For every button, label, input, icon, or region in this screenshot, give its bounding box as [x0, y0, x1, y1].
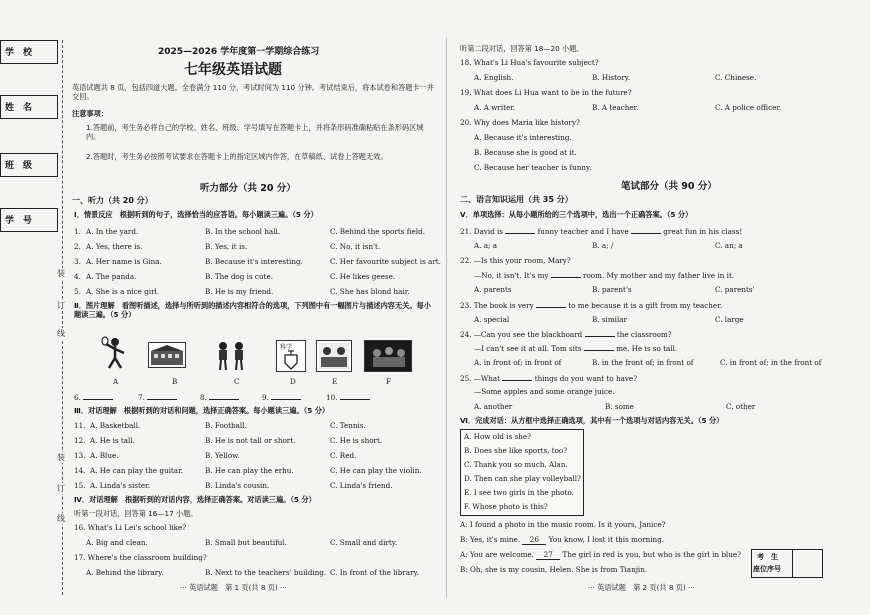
question-number: 13. — [74, 451, 86, 460]
exam-title: 七年级英语试题 — [184, 62, 282, 78]
binding-line — [62, 40, 63, 595]
seat-number-divider — [792, 549, 793, 577]
dialog2-instruction: 听第二段对话，回答第 18—20 小题。 — [460, 44, 584, 53]
question-number: 15. — [74, 481, 86, 490]
picture-f-band — [364, 340, 412, 372]
option-b: B. He is not tall or short. — [205, 436, 296, 445]
seal-char: 装 — [57, 453, 65, 462]
picture-label-f: F — [386, 377, 391, 386]
student-id-label: 学 号 — [5, 216, 33, 226]
option-c: C. He likes geese. — [330, 272, 396, 281]
option-c: C. Small and dirty. — [330, 538, 398, 547]
intro-text: 英语试题共 8 页，包括四道大题。全卷满分 110 分，考试时间为 110 分钟。考试结束后，将本试卷和答题卡一并交回。 — [72, 83, 434, 101]
option-b: B. some — [605, 402, 634, 411]
option-c: C. Because her teacher is funny. — [474, 163, 592, 172]
answer-blank-6[interactable]: 6. — [74, 392, 113, 402]
option-c: C. Chinese. — [715, 73, 757, 82]
notice-1: 1.答题前，考生务必将自己的学校、姓名、班级、学号填写在答题卡上，并将条形码准确粘贴在条形码区域内。 — [86, 123, 424, 141]
question-23: 23. The book is very to me because it is a gift from my teacher. — [460, 301, 723, 310]
option-c: C. In front of the library. — [330, 568, 419, 577]
conversation-line-4: B: Oh, she is my cousin, Helen. She is from Tianjin. — [460, 565, 648, 574]
option-c: C. Behind the sports field. — [330, 227, 425, 236]
option-a: A. Linda's sister. — [90, 481, 151, 490]
option-a: A. Behind the library. — [86, 568, 164, 577]
question-number: 3. — [74, 257, 81, 266]
answer-blank-8[interactable]: 8. — [200, 392, 239, 402]
question-20: 20. Why does Maria like history? — [460, 118, 580, 127]
question-18: 18. What's Li Hua's favourite subject? — [460, 58, 599, 67]
notice-2: 2.答题时，考生务必按照考试要求在答题卡上的指定区域内作答，在草稿纸、试卷上答题无效。 — [86, 152, 388, 161]
option-b: B. Yellow. — [205, 451, 240, 460]
option-b: B. Because it's interesting. — [205, 257, 303, 266]
question-number: 11. — [74, 421, 86, 430]
picture-label-a: A — [113, 377, 119, 386]
seal-char: 线 — [57, 329, 65, 338]
option-a: A. English. — [474, 73, 514, 82]
name-label: 姓 名 — [5, 103, 33, 113]
question-22: 22. —Is this your room, Mary? — [460, 256, 571, 265]
picture-d-science-sign — [276, 340, 306, 372]
option-b: B. In the school hall. — [205, 227, 281, 236]
option-c: C. in front of; in the front of — [720, 358, 822, 367]
section6-title: Ⅵ．完成对话：从方框中选择正确选项，其中有一个选项与对话内容无关。（5 分） — [460, 416, 724, 425]
option-b: B. Football. — [205, 421, 247, 430]
question-19: 19. What does Li Hua want to be in the future? — [460, 88, 632, 97]
option-b: B. Because she is good at it. — [474, 148, 577, 157]
question-24-reply: —I can't see it at all. Tom sits me. He is so tall. — [474, 344, 678, 353]
option-c: C. Red. — [330, 451, 357, 460]
section3-title: Ⅲ．对话理解 根据听到的对话和问题，选择正确答案。每小题读三遍。（5 分） — [74, 406, 330, 415]
option-a: A. He is tall. — [90, 436, 135, 445]
option-c: C. other — [726, 402, 756, 411]
dialog1-instruction: 听第一段对话，回答第 16—17 小题。 — [74, 509, 198, 518]
conversation-line-3: A: You are welcome. 27 The girl in red is you, but who is the girl in blue? — [460, 550, 741, 559]
seal-char: 订 — [57, 484, 65, 493]
option-a: A. special — [474, 315, 510, 324]
page1-footer: ··· 英语试题 第 1 页(共 8 页) ··· — [180, 583, 287, 592]
conversation-line-2: B: Yes, it's mine. 26 You know, I lost it this morning. — [460, 535, 665, 544]
question-25: 25. —What things do you want to have? — [460, 374, 638, 383]
option-c: C. Her favourite subject is art. — [330, 257, 441, 266]
option-b: B. A teacher. — [592, 103, 639, 112]
option-a: A. Big and clean. — [86, 538, 148, 547]
option-c: C. No, it isn't. — [330, 242, 381, 251]
section2-title: Ⅱ．图片理解 看图听描述，选择与所听到的描述内容相符合的选项，下列图中有一幅图片与描述内容无关。每小题读三遍。（5 分） — [74, 301, 431, 319]
school-label: 学 校 — [5, 48, 33, 58]
option-a: A. In the yard. — [86, 227, 139, 236]
seat-label-1: 考 生 — [757, 553, 778, 561]
option-a: A. in front of; in front of — [474, 358, 562, 367]
option-b: B. He is my friend. — [205, 287, 274, 296]
question-number: 2. — [74, 242, 81, 251]
section1-title: Ⅰ．情景反应 根据听到的句子，选择恰当的应答语。每小题读三遍。（5 分） — [74, 210, 318, 219]
question-25-reply: —Some apples and some orange juice. — [474, 387, 615, 396]
option-b: B. Small but beautiful. — [205, 538, 287, 547]
option-b: B. in the front of; in front of — [592, 358, 694, 367]
option-c: C. Tennis. — [330, 421, 366, 430]
question-17: 17. Where's the classroom building? — [74, 553, 207, 562]
picture-label-e: E — [332, 377, 338, 386]
picture-label-c: C — [234, 377, 240, 386]
option-a: A. another — [474, 402, 513, 411]
class-label: 班 级 — [5, 161, 33, 171]
option-c: C. Linda's friend. — [330, 481, 393, 490]
option-b: B. a; / — [592, 241, 614, 250]
part1-title: 一、听力（共 20 分） — [72, 196, 153, 205]
box-option: D. Then can she play volleyball? — [464, 474, 581, 483]
box-option: C. Thank you so much, Alan. — [464, 460, 568, 469]
picture-label-b: B — [172, 377, 178, 386]
answer-blank-10[interactable]: 10. — [326, 392, 370, 402]
option-b: B. He can play the erhu. — [205, 466, 294, 475]
seat-label-2: 座位序号 — [753, 565, 781, 573]
option-a: A. parents — [474, 285, 512, 294]
option-c: C. parents' — [715, 285, 755, 294]
question-21: 21. David is funny teacher and I have great fun in his class! — [460, 227, 743, 236]
option-b: B. similar — [592, 315, 627, 324]
answer-blank-9[interactable]: 9. — [262, 392, 301, 402]
listening-title: 听力部分（共 20 分） — [200, 183, 296, 194]
page2-footer: ··· 英语试题 第 2 页(共 8 页) ··· — [588, 583, 695, 592]
seal-char: 装 — [57, 269, 65, 278]
question-number: 5. — [74, 287, 81, 296]
box-option: F. Whose photo is this? — [464, 502, 548, 511]
option-c: C. large — [715, 315, 744, 324]
section5-title: Ⅴ．单项选择：从每小题所给的三个选项中，选出一个正确答案。（5 分） — [460, 210, 693, 219]
box-option: E. I see two girls in the photo. — [464, 488, 574, 497]
question-number: 14. — [74, 466, 86, 475]
section4-title: Ⅳ．对话理解 根据听到的对话内容，选择正确答案。对话读三遍。（5 分） — [74, 495, 316, 504]
option-b: B. parent's — [592, 285, 632, 294]
option-b: B. Linda's cousin. — [205, 481, 270, 490]
option-a: A. Basketball. — [90, 421, 141, 430]
science-sign-text: 科学 — [280, 344, 293, 351]
question-number: 12. — [74, 436, 86, 445]
seal-char: 线 — [57, 514, 65, 523]
part2-title: 二、语言知识运用（共 35 分） — [460, 195, 573, 204]
option-c: C. He is short. — [330, 436, 383, 445]
option-b: B. History. — [592, 73, 631, 82]
blank-27[interactable]: 27 — [536, 550, 560, 560]
option-c: C. an; a — [715, 241, 743, 250]
picture-label-d: D — [290, 377, 296, 386]
answer-blank-7[interactable]: 7. — [138, 392, 177, 402]
option-a: A. Her name is Gina. — [86, 257, 162, 266]
option-a: A. A writer. — [474, 103, 516, 112]
option-a: A. Yes, there is. — [86, 242, 143, 251]
question-22-reply: —No, it isn't. It's my room. My mother and my father live in it. — [474, 271, 735, 280]
option-a: A. She is a nice girl. — [86, 287, 160, 296]
box-option: B. Does she like sports, too? — [464, 446, 568, 455]
option-a: A. The panda. — [86, 272, 137, 281]
picture-c-two-kids — [213, 340, 249, 372]
writing-title: 笔试部分（共 90 分） — [621, 181, 717, 192]
question-24: 24. —Can you see the blackboard the classroom? — [460, 330, 672, 339]
picture-b-school — [148, 342, 186, 368]
seal-char: 订 — [57, 301, 65, 310]
option-a: A. a; a — [474, 241, 498, 250]
option-c: C. He can play the violin. — [330, 466, 422, 475]
option-b: B. Next to the teachers' building. — [205, 568, 327, 577]
question-number: 4. — [74, 272, 81, 281]
page-divider — [446, 38, 447, 598]
option-c: C. She has blond hair. — [330, 287, 410, 296]
picture-a-tennis-boy — [100, 336, 130, 372]
notice-label: 注意事项： — [72, 109, 108, 118]
option-c: C. A police officer. — [715, 103, 782, 112]
picture-e-classroom — [316, 340, 352, 372]
option-a: A. He can play the guitar. — [90, 466, 184, 475]
option-b: B. Yes, it is. — [205, 242, 248, 251]
option-b: B. The dog is cute. — [205, 272, 273, 281]
question-16: 16. What's Li Lei's school like? — [74, 523, 187, 532]
option-a: A. Because it's interesting. — [474, 133, 572, 142]
option-a: A. Blue. — [90, 451, 119, 460]
exam-header: 2025—2026 学年度第一学期综合练习 — [158, 47, 320, 57]
conversation-line-1: A: I found a photo in the music room. Is it yours, Janice? — [460, 520, 666, 529]
question-number: 1. — [74, 227, 81, 236]
blank-26[interactable]: 26 — [522, 535, 546, 545]
box-option: A. How old is she? — [464, 432, 532, 441]
